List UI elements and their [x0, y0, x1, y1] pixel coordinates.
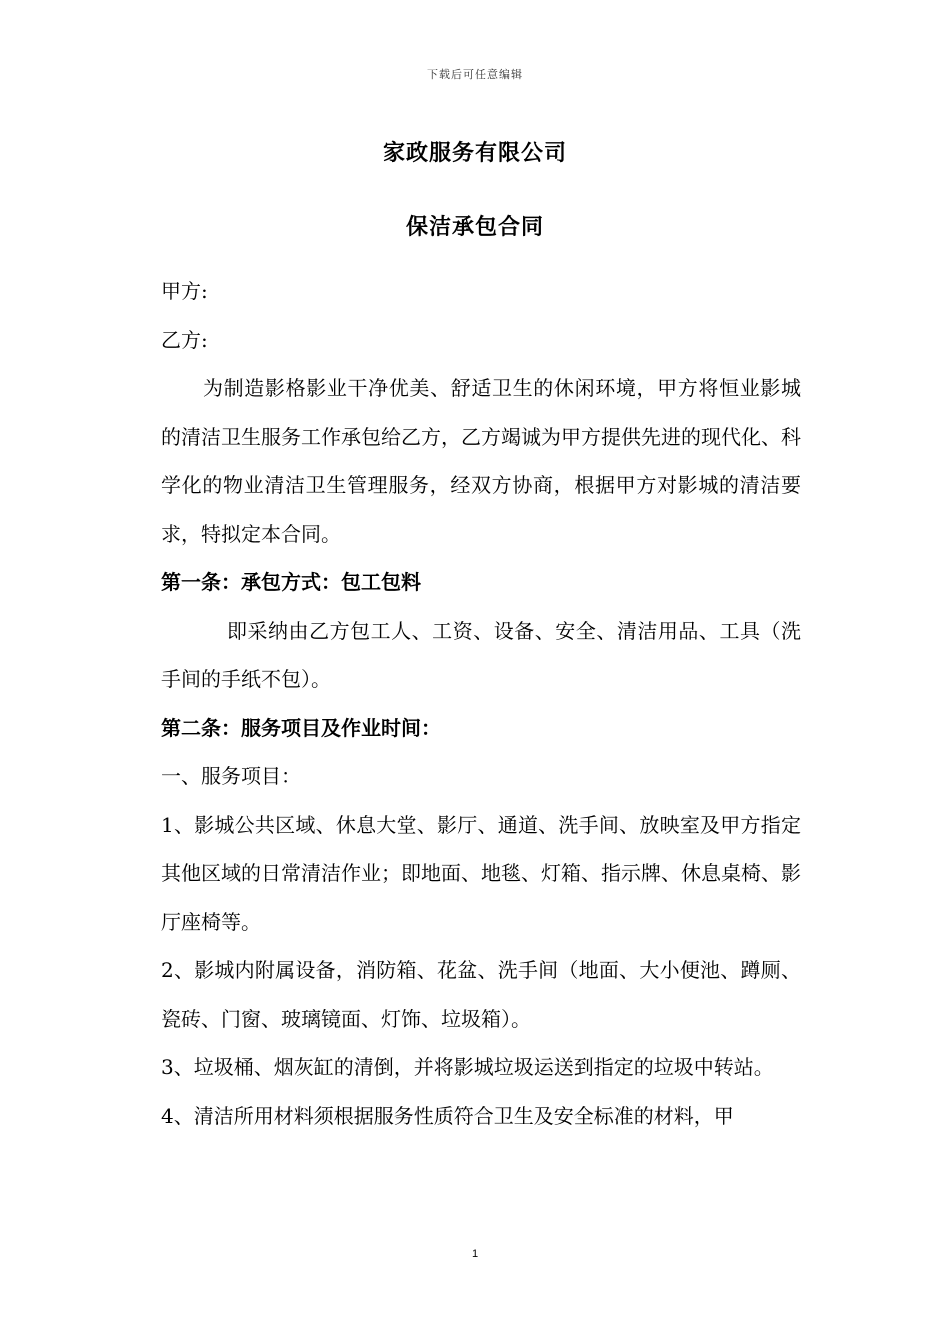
section-title-service-items: 一、服务项目：	[161, 764, 301, 788]
document-title: 家政服务有限公司	[382, 140, 567, 166]
article-2-heading: 第二条：服务项目及作业时间：	[161, 715, 441, 740]
service-item: 2、影城内附属设备，消防箱、花盆、洗手间（地面、大小便池、蹲厕、瓷砖、门窗、玻璃镜面、灯饰、垃圾箱）。	[161, 958, 801, 1031]
service-item: 4、清洁所用材料须根据服务性质符合卫生及安全标准的材料，甲	[161, 1103, 734, 1128]
service-item: 1、影城公共区域、休息大堂、影厅、通道、洗手间、放映室及甲方指定其他区域的日常清洁作业；即地面、地毯、灯箱、指示牌、休息桌椅、影厅座椅等。	[161, 812, 801, 934]
service-item: 3、垃圾桶、烟灰缸的清倒，并将影城垃圾运送到指定的垃圾中转站。	[161, 1055, 774, 1079]
contract-body	[161, 267, 801, 1140]
document-subtitle: 保洁承包合同	[405, 214, 544, 240]
party-a-line: 甲方:	[161, 279, 208, 303]
article-1-text: 即采纳由乙方包工人、工资、设备、安全、清洁用品、工具（洗手间的手纸不包）。	[161, 618, 801, 691]
intro-paragraph: 为制造影格影业干净优美、舒适卫生的休闲环境，甲方将恒业影城的清洁卫生服务工作承包给乙方，乙方竭诚为甲方提供先进的现代化、科学化的物业清洁卫生管理服务，经双方协商，根据甲方对影城的清洁要求，特拟定本合同。	[161, 376, 801, 546]
article-1-heading: 第一条：承包方式：包工包料	[161, 570, 421, 594]
header-note: 下载后可任意编辑	[427, 68, 523, 81]
party-b-line: 乙方:	[161, 327, 208, 352]
page-number: 1	[471, 1248, 479, 1260]
